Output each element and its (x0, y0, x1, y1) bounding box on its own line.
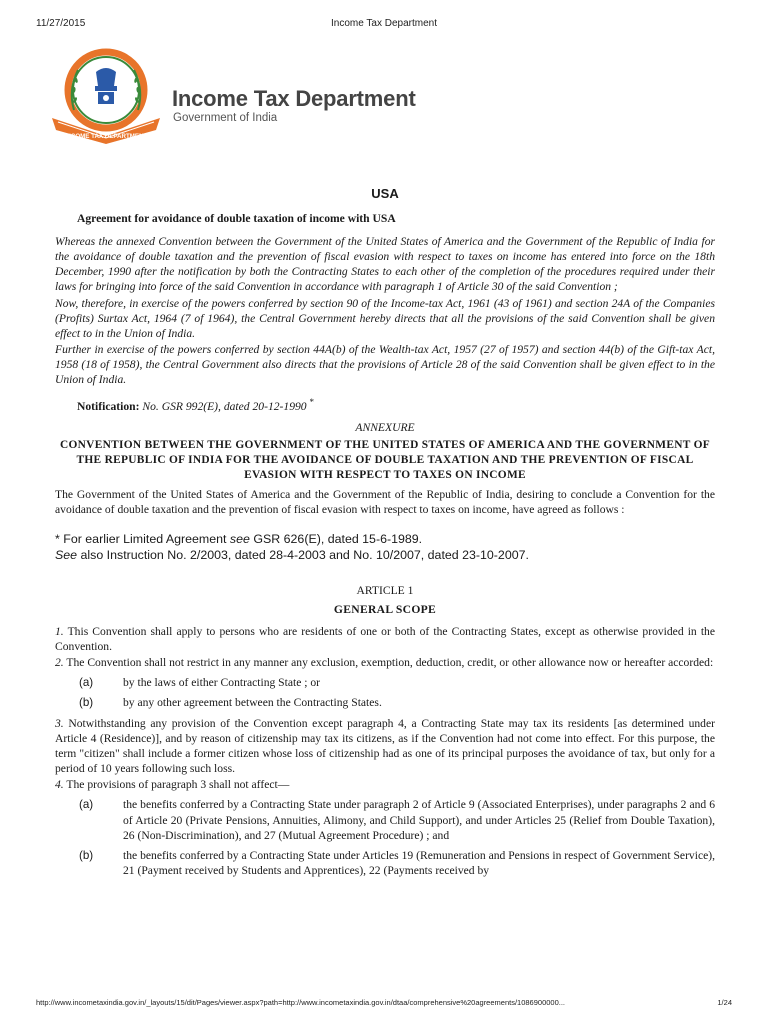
article-paragraph: 1. This Convention shall apply to persons who are residents of one or both of the Contracting States, except as otherwise provided in the Convention. (55, 624, 715, 653)
sub-item-text: by any other agreement between the Contracting States. (123, 695, 382, 709)
notification-label: Notification: (77, 399, 140, 413)
intro-paragraph: The Government of the United States of America and the Government of the Republic of India, desiring to conclude a Convention for the avoidance of double taxation and the prevention of fiscal evasion with respect to taxes on income, have agreed as follows : (55, 488, 715, 517)
article-number: ARTICLE 1 (356, 584, 414, 598)
sub-item-text: the benefits conferred by a Contracting State under paragraph 2 of Article 9 (Associated Enterprises), under paragraphs 2 and 6 of Article 20 (Private Pensions, Annuities, Alimony, and Child Support), and under Articles 25 (Relief from Double Taxation), 26 (Non-Discrimination), and 27 (Mutual Agreement Procedure) ; and (123, 798, 715, 842)
sub-item-label: (a) (79, 675, 94, 689)
convention-title: CONVENTION BETWEEN THE GOVERNMENT OF THE UNITED STATES OF AMERICA AND THE GOVERNMENT OF THE REPUBLIC OF INDIA FOR THE AVOIDANCE OF DOUBLE TAXATION AND THE PREVENTION OF FISCAL EVASION WITH RESPECT TO TAXES ON INCOME (59, 439, 711, 482)
sub-item-label: (a) (79, 798, 94, 812)
sub-item-text: by the laws of either Contracting State ; or (123, 675, 321, 689)
notification-mark: * (309, 397, 315, 408)
preamble-paragraph: Now, therefore, in exercise of the powers conferred by section 90 of the Income-tax Act, 1961 (43 of 1961) and section 24A of the Companies (Profits) Surtax Act, 1964 (7 of 1964), the Central Government hereby directs that all the provisions of the said Convention shall be given effect to in the Union of India. (55, 296, 715, 340)
sub-item (55, 848, 715, 878)
document-body (55, 186, 715, 880)
page-url: http://www.incometaxindia.gov.in/_layouts/15/dit/Pages/viewer.aspx?path=http://www.incometaxindia.gov.in/dtaa/comprehensive%20agreements/1086900000... (36, 998, 565, 1007)
preamble-paragraph: Whereas the annexed Convention between the Government of the United States of America and the Government of the Republic of India for the avoidance of double taxation and the prevention of fiscal evasion with respect to taxes on income has entered into force on the 18th December, 1990 after the notification by both the Contracting States to each other of the completion of the procedures required under their laws for bringing into force of the said Convention in accordance with paragraph 1 of Article 30 of the said Convention ; (55, 235, 715, 294)
sub-item (55, 797, 715, 842)
page-number: 1/24 (717, 998, 732, 1007)
print-page-title: Income Tax Department (331, 18, 437, 29)
sub-item-label: (b) (79, 695, 94, 709)
brand-title: Income Tax Department (172, 86, 416, 111)
print-footer (36, 998, 732, 1010)
article-title: GENERAL SCOPE (333, 603, 437, 617)
article-paragraph: 4. The provisions of paragraph 3 shall not affect— (55, 778, 290, 792)
footnote-line: See also Instruction No. 2/2003, dated 28-4-2003 and No. 10/2007, dated 23-10-2007. (55, 548, 529, 563)
sub-item-label: (b) (79, 848, 94, 862)
notification-line (77, 395, 715, 414)
sub-item-text: the benefits conferred by a Contracting State under Articles 19 (Remuneration and Pensions in respect of Government Service), 21 (Payment received by Students and Apprentices), 22 (Payments received by (123, 848, 715, 877)
print-date: 11/27/2015 (36, 18, 86, 29)
footnote-line: * For earlier Limited Agreement see GSR 626(E), dated 15-6-1989. (55, 532, 423, 547)
sub-item (55, 695, 715, 710)
article-paragraph: 3. Notwithstanding any provision of the Convention except paragraph 4, a Contracting State may tax its residents [as determined under Article 4 (Residence)], and by reason of citizenship may tax its citizens, as if the Convention had not come into effect. For this purpose, the term "citizen" shall include a former citizen whose loss of citizenship had as one of its principal purposes the avoidance of tax, but only for a period of 10 years following such loss. (55, 717, 715, 776)
notification-text: No. GSR 992(E), dated 20-12-1990 (142, 399, 307, 413)
article-paragraph: 2. The Convention shall not restrict in any manner any exclusion, exemption, deduction, credit, or other allowance now or hereafter accorded: (55, 655, 714, 669)
print-header (36, 18, 732, 32)
agreement-heading: Agreement for avoidance of double taxation of income with USA (77, 212, 396, 226)
document-title: USA (371, 186, 399, 201)
svg-text:INCOME TAX DEPARTMENT: INCOME TAX DEPARTMENT (64, 133, 148, 140)
sub-item (55, 675, 715, 690)
brand-subtitle: Government of India (173, 112, 278, 124)
preamble-paragraph: Further in exercise of the powers conferred by section 44A(b) of the Wealth-tax Act, 1957 (27 of 1957) and section 44(b) of the Gift-tax Act, 1958 (18 of 1958), the Central Government also directs that the provisions of Article 28 of the said Convention shall be given effect to in the Union of India. (55, 342, 715, 387)
annexure-label: ANNEXURE (355, 421, 415, 435)
income-tax-emblem-icon (44, 48, 164, 144)
brand-header (44, 48, 464, 148)
